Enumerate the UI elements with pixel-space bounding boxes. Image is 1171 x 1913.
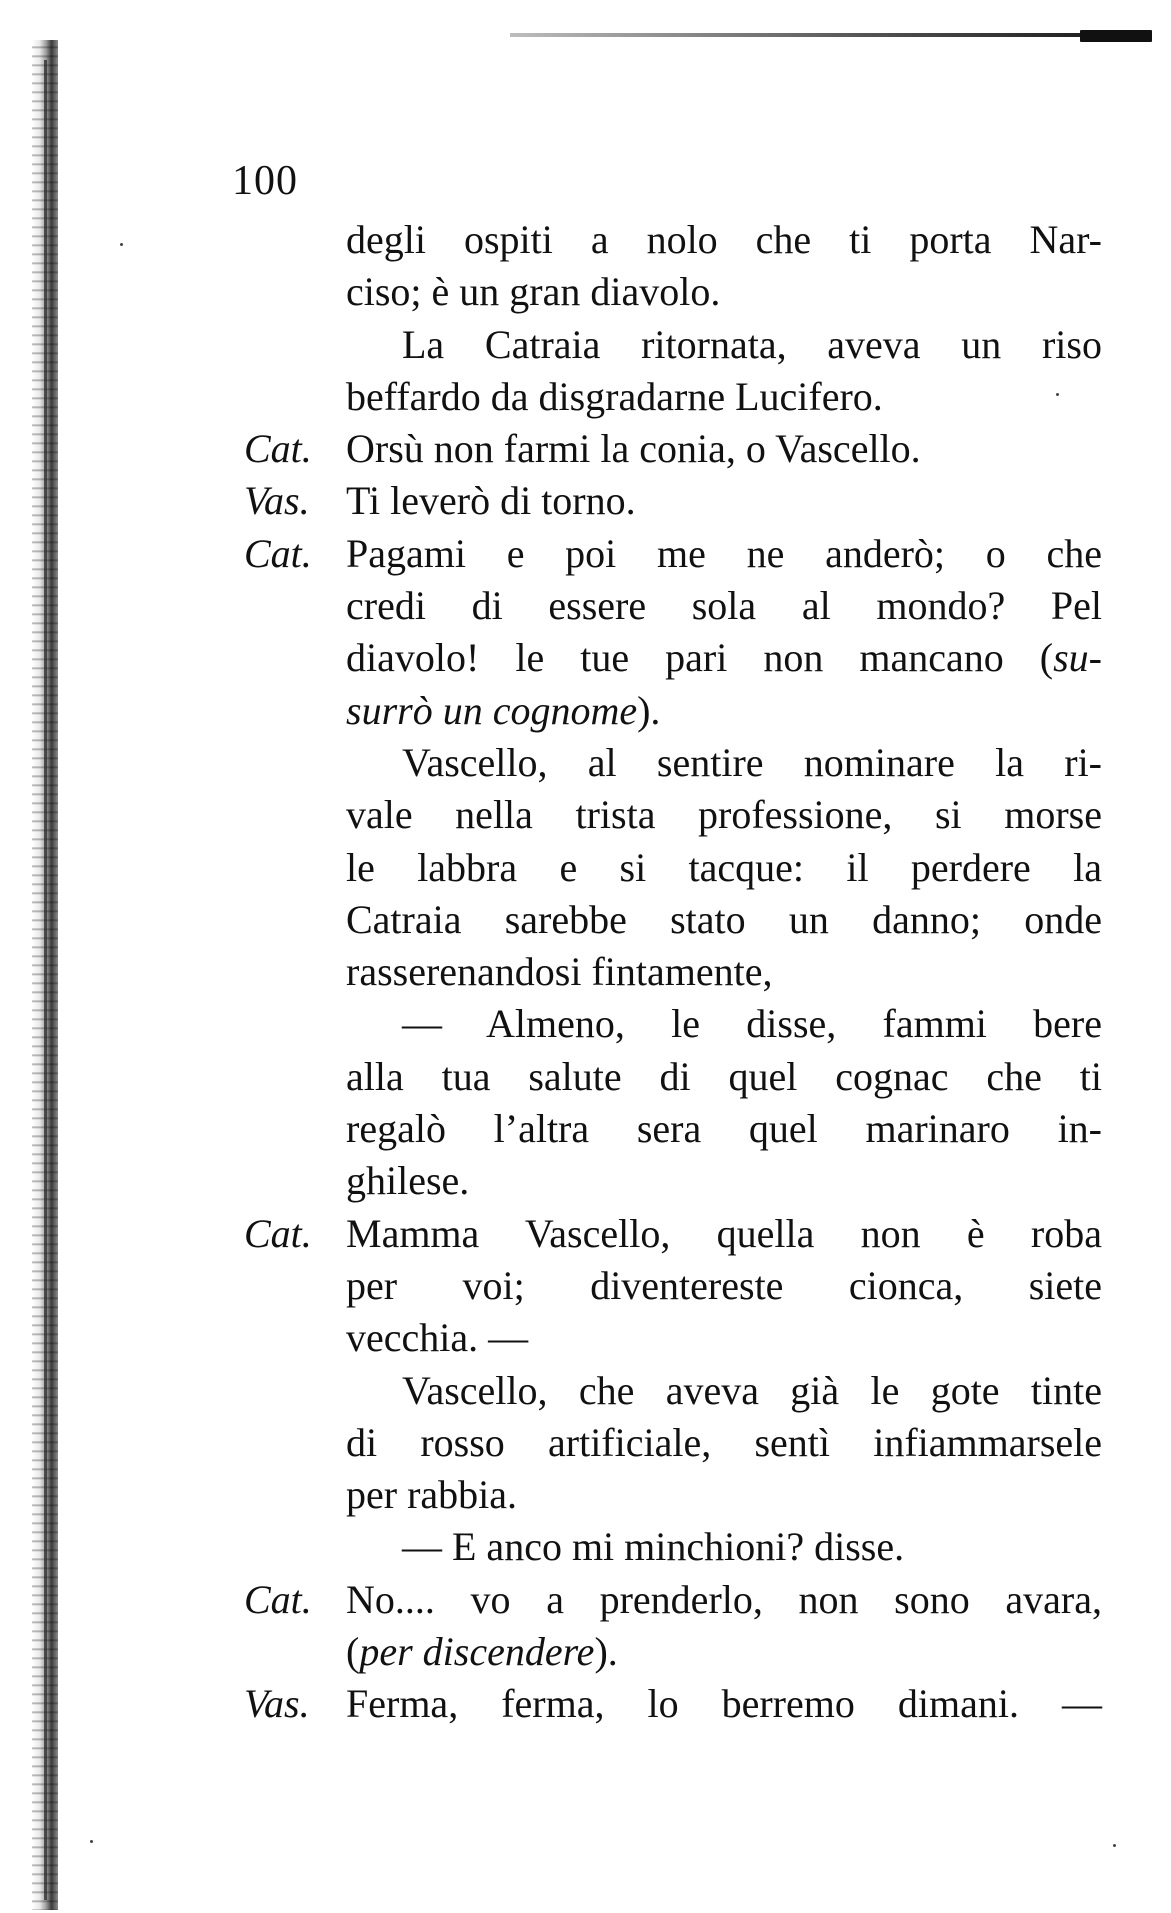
line-text: beffardo da disgradarne Lucifero. (346, 373, 883, 419)
text-line (234, 1155, 1102, 1207)
text-line (234, 894, 1102, 946)
print-speck (120, 243, 123, 246)
line-text: ciso; è un gran diavolo. (346, 269, 721, 315)
text-line (234, 528, 1102, 580)
text-line (234, 214, 1102, 266)
line-text: vecchia. — (346, 1315, 529, 1361)
line-text: ghilese. (346, 1158, 470, 1204)
text-line (234, 998, 1102, 1050)
text-line (234, 1469, 1102, 1521)
text-line (234, 1260, 1102, 1312)
text-line (234, 1103, 1102, 1155)
line-text: Catraia sarebbe stato un danno; onde (346, 896, 1102, 942)
line-text: Vascello, che aveva già le gote tinte (402, 1367, 1102, 1413)
speaker-label: Cat. (244, 1210, 312, 1256)
line-text: — Almeno, le disse, fammi bere (402, 1001, 1102, 1047)
line-text-part: ). (637, 687, 661, 733)
text-line (234, 737, 1102, 789)
line-text-part: diavolo! le tue pari non mancano ( (346, 635, 1054, 681)
line-text (346, 685, 1102, 737)
line-text: per rabbia. (346, 1472, 518, 1518)
text-line (234, 371, 1102, 423)
top-rule-end (1080, 30, 1152, 42)
text-block (234, 214, 1102, 1731)
gutter-line (44, 60, 47, 1900)
text-line (234, 580, 1102, 632)
line-text-part: ( (346, 1629, 360, 1675)
line-text: La Catraia ritornata, aveva un riso (402, 321, 1102, 367)
text-line (234, 266, 1102, 318)
line-text (346, 1626, 1102, 1678)
text-line (234, 842, 1102, 894)
text-line (234, 319, 1102, 371)
text-line (234, 632, 1102, 684)
text-line (234, 423, 1102, 475)
speaker-label: Vas. (244, 1681, 310, 1727)
text-line (234, 1208, 1102, 1260)
text-line (234, 475, 1102, 527)
text-line (234, 685, 1102, 737)
line-text: Ferma, ferma, lo berremo dimani. — (346, 1681, 1102, 1727)
stage-direction: surrò un cognome (346, 687, 638, 733)
text-line (234, 1051, 1102, 1103)
text-line (234, 1626, 1102, 1678)
print-speck (1056, 393, 1059, 396)
line-text: vale nella trista professione, si morse (346, 792, 1102, 838)
line-text: credi di essere sola al mondo? Pel (346, 583, 1102, 629)
line-text: Pagami e poi me ne anderò; o che (346, 530, 1102, 576)
line-text: Vascello, al sentire nominare la ri- (402, 739, 1102, 785)
line-text: alla tua salute di quel cognac che ti (346, 1053, 1102, 1099)
line-text: rasserenandosi fintamente, (346, 949, 773, 995)
speaker-label: Cat. (244, 426, 312, 472)
line-text: di rosso artificiale, sentì infiammarsele (346, 1419, 1102, 1465)
print-speck (90, 1840, 93, 1843)
text-line (234, 1521, 1102, 1573)
line-text: — E anco mi minchioni? disse. (402, 1524, 905, 1570)
speaker-label: Cat. (244, 1576, 312, 1622)
line-text-part: ). (594, 1629, 618, 1675)
stage-direction: su- (1053, 635, 1102, 681)
print-speck (1113, 1844, 1116, 1847)
text-line (234, 1365, 1102, 1417)
speaker-label: Cat. (244, 530, 312, 576)
line-text: per voi; diventereste cionca, siete (346, 1262, 1102, 1308)
text-line (234, 789, 1102, 841)
line-text: regalò l’altra sera quel marinaro in- (346, 1106, 1102, 1152)
stage-direction: per discendere (359, 1629, 595, 1675)
line-text: Mamma Vascello, quella non è roba (346, 1210, 1102, 1256)
top-rule (510, 33, 1150, 37)
text-line (234, 1678, 1102, 1730)
text-line (234, 946, 1102, 998)
line-text: Ti leverò di torno. (346, 478, 636, 524)
line-text: Orsù non farmi la conia, o Vascello. (346, 426, 921, 472)
line-text: le labbra e si tacque: il perdere la (346, 844, 1102, 890)
line-text (346, 632, 1102, 684)
text-line (234, 1574, 1102, 1626)
text-line (234, 1312, 1102, 1364)
line-text: No.... vo a prenderlo, non sono avara, (346, 1576, 1102, 1622)
line-text: degli ospiti a nolo che ti porta Nar- (346, 217, 1102, 262)
text-line (234, 1417, 1102, 1469)
page-number: 100 (232, 158, 298, 204)
speaker-label: Vas. (244, 478, 310, 524)
